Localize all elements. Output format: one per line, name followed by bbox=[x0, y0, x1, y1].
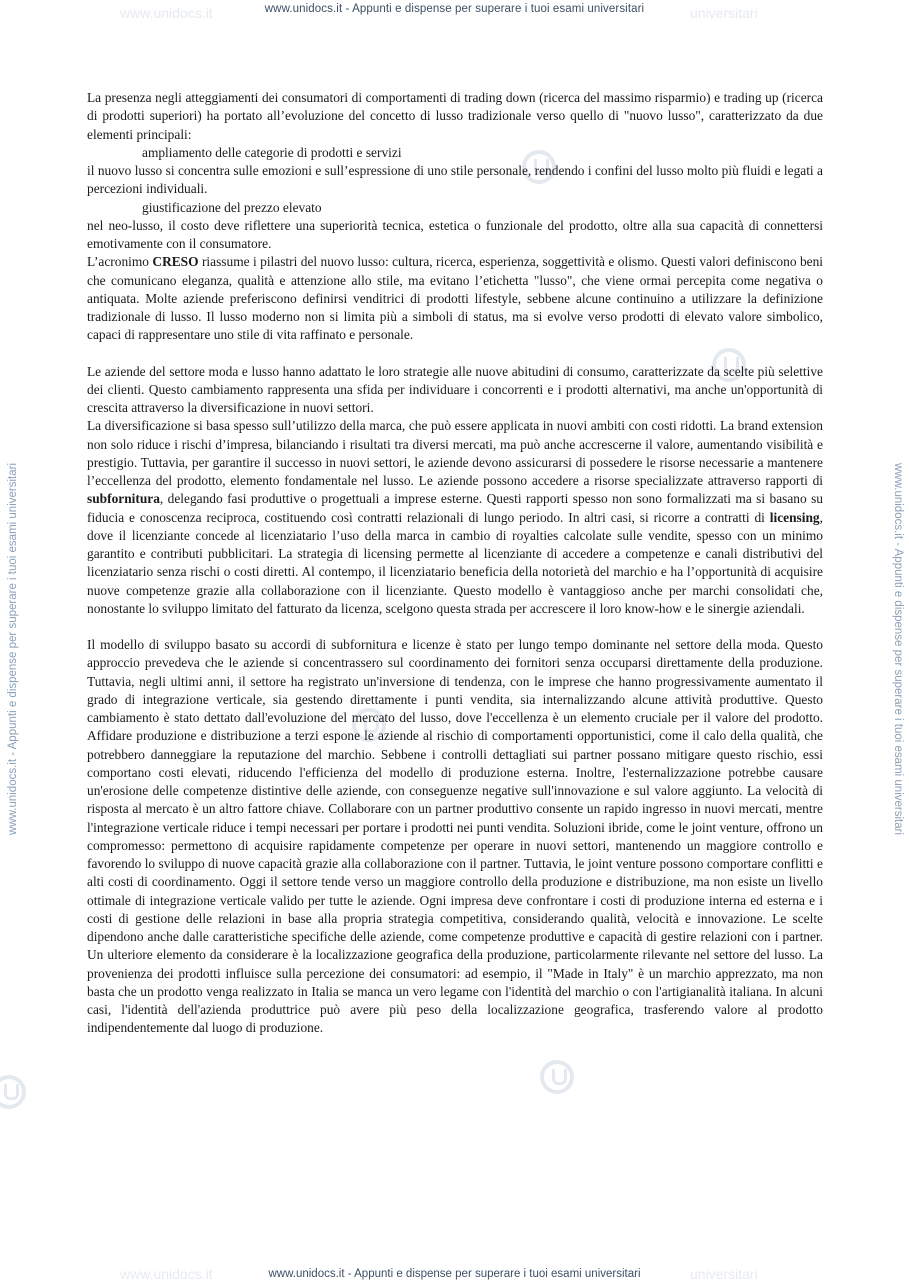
item2-text: nel neo-lusso, il costo deve riflettere una superiorità tecnica, estetica o funzionale del prodotto, oltre alla sua capacità di connettersi emotivamente con il consumatore. bbox=[87, 217, 823, 251]
licensing-term: licensing bbox=[769, 509, 820, 525]
creso-after: riassume i pilastri del nuovo lusso: cultura, ricerca, esperienza, soggettività e olismo. Questi valori definiscono beni che comunicano eleganza, qualità e attenzione allo stile, ma evitano l’etichetta "lusso", che viene ormai percepita come negativa o antiquata. Molte aziende preferiscono definirsi venditrici di prodotti lifestyle, sebbene alcune continuino a utilizzare la definizione tradizionale di lusso. Il lusso moderno non si limita più a simboli di status, ma si evolve verso prodotti di elevato valore simbolico, capaci di rappresentare uno stile di vita raffinato e personale. bbox=[87, 254, 823, 343]
header-watermark: www.unidocs.it - Appunti e dispense per superare i tuoi esami universitari bbox=[264, 3, 645, 15]
subfornitura-term: subfornitura bbox=[87, 491, 160, 507]
creso-acronym: CRESO bbox=[152, 254, 199, 270]
ghost-watermark-bottom-right: universitari bbox=[690, 1266, 758, 1282]
item1-title: ampliamento delle categorie di prodotti e servizi bbox=[142, 144, 402, 160]
watermark-logo-icon bbox=[0, 1075, 26, 1109]
ghost-watermark-bottom-left: www.unidocs.it bbox=[120, 1266, 213, 1282]
creso-paragraph bbox=[87, 253, 823, 344]
section2-paragraph2 bbox=[87, 417, 823, 618]
watermark-logo-icon bbox=[540, 1060, 574, 1094]
ghost-watermark-top-left: www.unidocs.it bbox=[120, 5, 213, 21]
section2-paragraph1: Le aziende del settore moda e lusso hanno adattato le loro strategie alle nuove abitudini di consumo, caratterizzate da scelte più selettive dei clienti. Questo cambiamento rappresenta una sfida per individuare i concorrenti e i prodotti alternativi, ma anche un'opportunità di crescita attraverso la diversificazione in nuovi settori. bbox=[87, 363, 823, 415]
creso-before: L’acronimo bbox=[87, 254, 153, 270]
section2-text-c: , dove il licenziante concede al licenziatario l’uso della marca in cambio di royalties calcolate sulle vendite, spesso con un minimo garantito e contributi pubblicitari. La strategia di licensing permette al licenziante di accedere a competenze e canali distributivi del licenziatario senza rischi o costi diretti. Al contempo, il licenziatario beneficia della notorietà del marchio e ha l’opportunità di acquisire nuove competenze grazie alla collaborazione con il licenziante. Questo modello è vantaggioso anche per marchi consolidati che, nonostante lo sviluppo limitato del fatturato da licenza, scelgono questa strada per accrescere il loro know-how e le sinergie aziendali. bbox=[87, 509, 823, 616]
ghost-watermark-top-right: universitari bbox=[690, 5, 758, 21]
section2-text-b: , delegando fasi produttive o progettuali a imprese esterne. Questi rapporti spesso non sono formalizzati ma si basano su fiducia e conoscenza reciproca, costituendo così contratti relazionali di lungo periodo. In altri casi, si ricorre a contratti di bbox=[87, 491, 823, 525]
item2-title: giustificazione del prezzo elevato bbox=[142, 199, 322, 215]
intro-paragraph: La presenza negli atteggiamenti dei consumatori di comportamenti di trading down (ricerca del massimo risparmio) e trading up (ricerca di prodotti superiori) ha portato all’evoluzione del concetto di lusso tradizionale verso quello di "nuovo lusso", caratterizzato da due elementi principali: bbox=[87, 90, 823, 142]
section2-text-a: La diversificazione si basa spesso sull’utilizzo della marca, che può essere applicata in nuovi ambiti con costi ridotti. La brand extension non solo riduce i rischi d’impresa, bilanciando i risultati tra diversi mercati, ma può anche accrescerne il valore, aumentando visibilità e prestigio. Tuttavia, per garantire il successo in nuovi settori, le aziende devono assicurarsi di possedere le risorse necessarie a mantenere l’eccellenza del prodotto, elemento fondamentale nel lusso. Le aziende possono accedere a risorse specializzate attraverso rapporti di bbox=[87, 418, 823, 488]
footer-watermark: www.unidocs.it - Appunti e dispense per superare i tuoi esami universitari bbox=[268, 1268, 641, 1280]
right-side-watermark: www.unidocs.it - Appunti e dispense per superare i tuoi esami universitari bbox=[892, 462, 904, 836]
left-side-watermark: www.unidocs.it - Appunti e dispense per superare i tuoi esami universitari bbox=[7, 462, 19, 836]
item1-text: il nuovo lusso si concentra sulle emozioni e sull’espressione di uno stile personale, rendendo i confini del lusso molto più fluidi e legati a percezioni individuali. bbox=[87, 163, 823, 197]
section3-paragraph: Il modello di sviluppo basato su accordi di subfornitura e licenze è stato per lungo tempo dominante nel settore della moda. Questo approccio prevedeva che le aziende si concentrassero sul coordinamento dei fornitori senza occuparsi direttamente della produzione. Tuttavia, negli ultimi anni, il settore ha registrato un'inversione di tendenza, con le imprese che hanno progressivamente aumentato il grado di integrazione verticale, sia gestendo direttamente i punti vendita, sia internalizzando alcune attività produttive. Questo cambiamento è stato dettato dall'evoluzione del mercato del lusso, dove l'eccellenza è un elemento cruciale per il valore del prodotto. Affidare produzione e distribuzione a terzi espone le aziende al rischio di comportamenti opportunistici, come il calo della qualità, che potrebbero danneggiare la reputazione del marchio. Sebbene i controlli dettagliati sui partner possano mitigare questo rischio, essi comportano costi elevati, riducendo l'efficienza del modello di produzione esterna. Inoltre, l'esternalizzazione potrebbe causare un'erosione delle competenze distintive delle aziende, con conseguenze negative sull'innovazione e sul valore aggiunto. La velocità di risposta al mercato è un altro fattore chiave. Collaborare con un partner produttivo consente un rapido ingresso in nuovi mercati, mentre l'integrazione verticale riduce i tempi necessari per portare i prodotti nei punti vendita. Soluzioni ibride, come le joint venture, offrono un compromesso: permettono di acquisire rapidamente competenze per operare in nuovi settori, mantenendo un maggiore controllo e favorendo lo sviluppo di nuove capacità grazie alla collaborazione con il partner. Tuttavia, le joint venture possono comportare conflitti e alti costi di coordinamento. Oggi il settore tende verso un maggiore controllo della produzione e distribuzione, ma non esiste un livello ottimale di integrazione verticale valido per tutte le aziende. Ogni impresa deve confrontare i costi di produzione interna ed esterna e i costi di gestione delle relazioni in base alla propria strategia competitiva, considerando qualità, velocità e innovazione. Le scelte dipendono anche dalle caratteristiche specifiche delle aziende, come competenze produttive e capacità di gestire relazioni con i partner. Un ulteriore elemento da considerare è la localizzazione geografica della produzione, particolarmente rilevante nel settore del lusso. La provenienza dei prodotti influisce sulla percezione dei consumatori: ad esempio, il "Made in Italy" è un marchio apprezzato, ma non basta che un prodotto venga realizzato in Italia se manca un vero legame con l'identità del marchio o con l'artigianalità italiana. In alcuni casi, l'identità dell'azienda produttrice può avere più peso della localizzazione geografica, trasferendo valore al prodotto indipendentemente dal luogo di produzione. bbox=[87, 637, 823, 1036]
document-body bbox=[87, 89, 823, 1038]
